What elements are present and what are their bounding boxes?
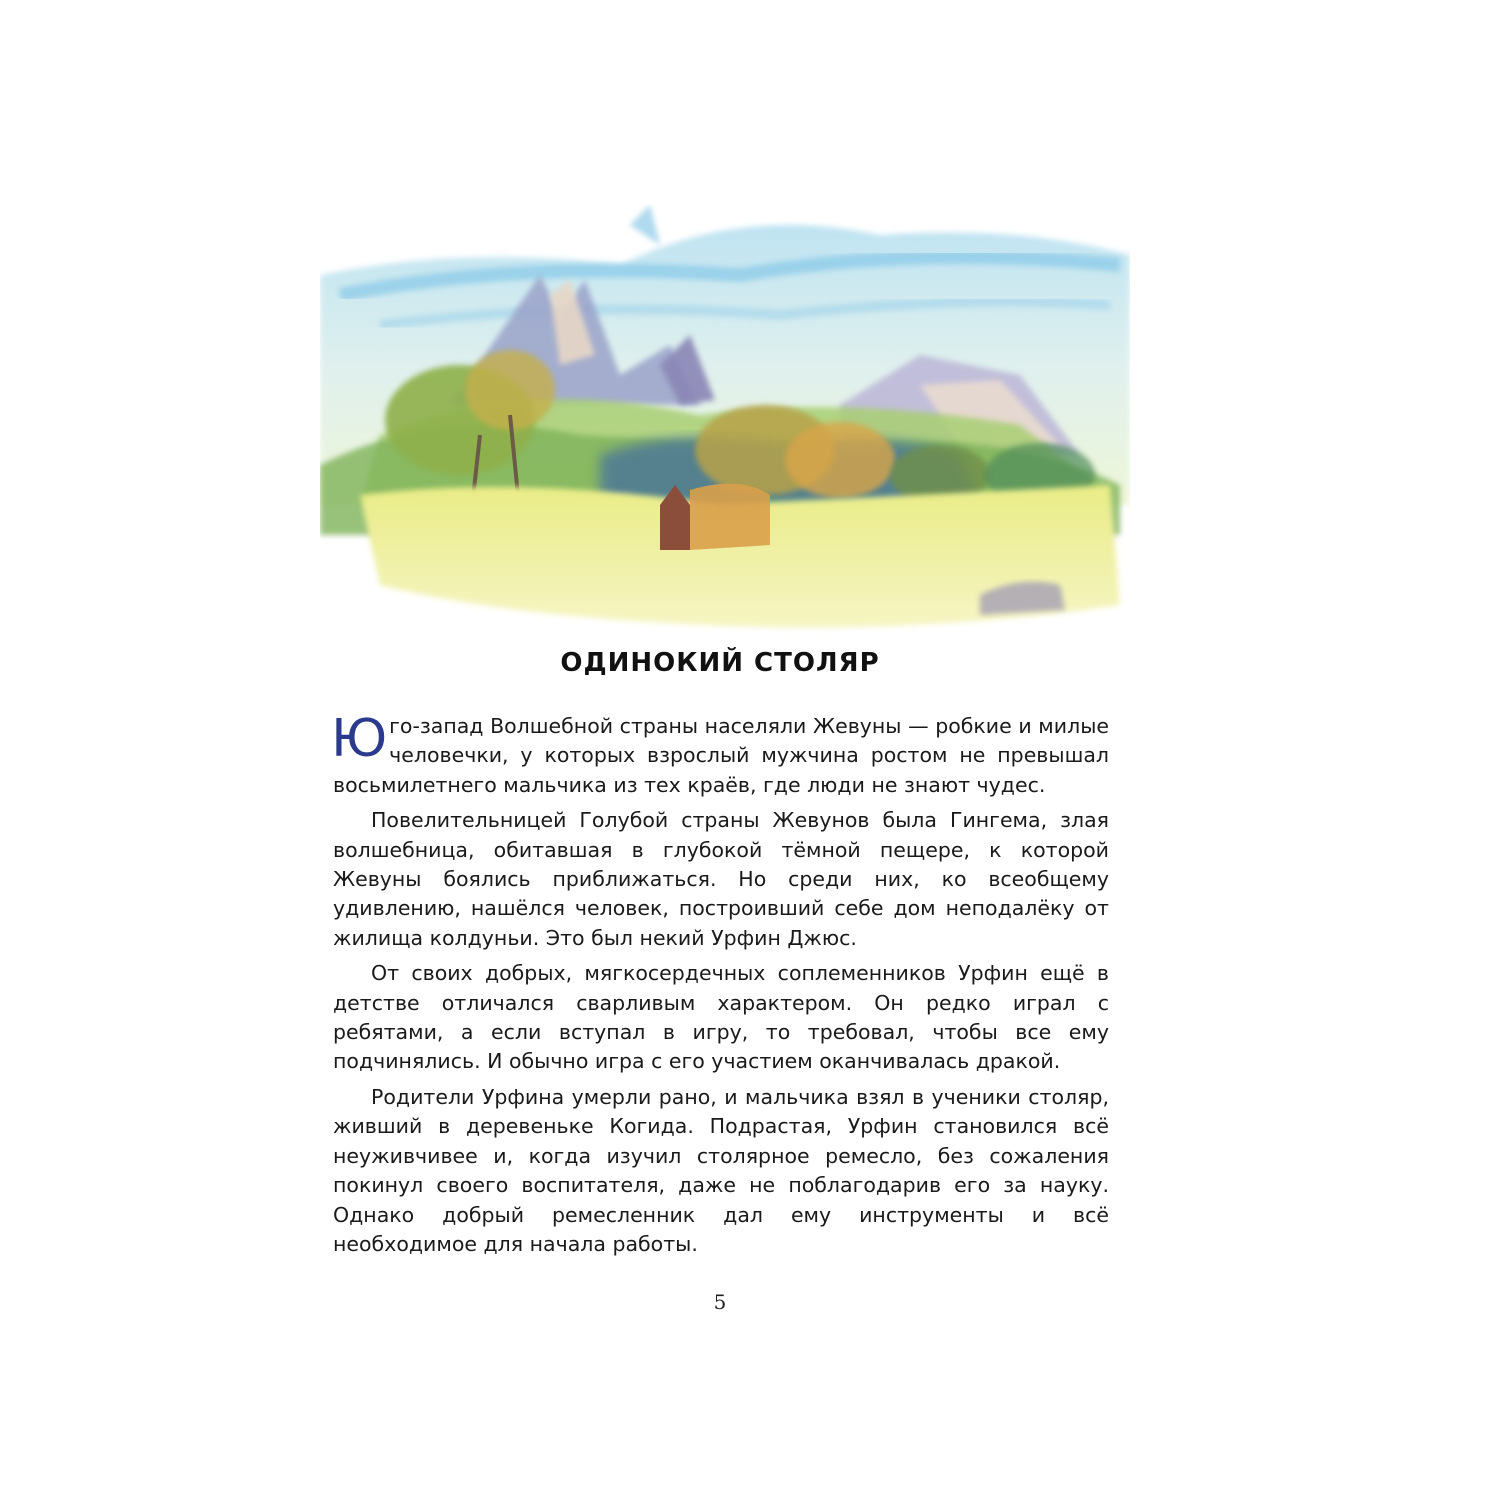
body-text [331, 709, 1109, 1265]
chapter-title: ОДИНОКИЙ СТОЛЯР [560, 648, 880, 678]
paragraph-1 [331, 709, 1109, 800]
watercolor-landscape-illustration [320, 205, 1130, 645]
paragraph-3: От своих добрых, мягкосердечных соплеменников Урфин ещё в детстве отличался сварливым характером. Он редко играл с ребятами, а если вступал в игру, то требовал, чтобы все ему подчинялись. И обычно игра с его участием оканчивалась дракой. [333, 961, 1109, 1074]
paragraph-2: Повелительницей Голубой страны Жевунов была Гингема, злая волшебница, обитавшая в глубокой тёмной пещере, к которой Жевуны боялись приближаться. Но среди них, ко всеобщему удивлению, нашёлся человек, построивший себе дом неподалёку от жилища колдуньи. Это был некий Урфин Джюс. [333, 808, 1109, 950]
paragraph-4: Родители Урфина умерли рано, и мальчика взял в ученики столяр, живший в деревеньке Когида. Подрастая, Урфин становился всё неуживчивее и, когда изучил столярное ремесло, без сожаления покинул своего воспитателя, даже не поблагодарив его за науку. Однако добрый ремесленник дал ему инструменты и всё необходимое для начала работы. [333, 1084, 1109, 1256]
page-number: 5 [713, 1290, 727, 1314]
drop-cap: Ю [331, 709, 388, 769]
paragraph-1-text: го-запад Волшебной страны населяли Жевуны — робкие и милые человечки, у которых взрослый мужчина ростом не превышал восьмилетнего мальчика из тех краёв, где люди не знают чудес. [333, 714, 1109, 797]
